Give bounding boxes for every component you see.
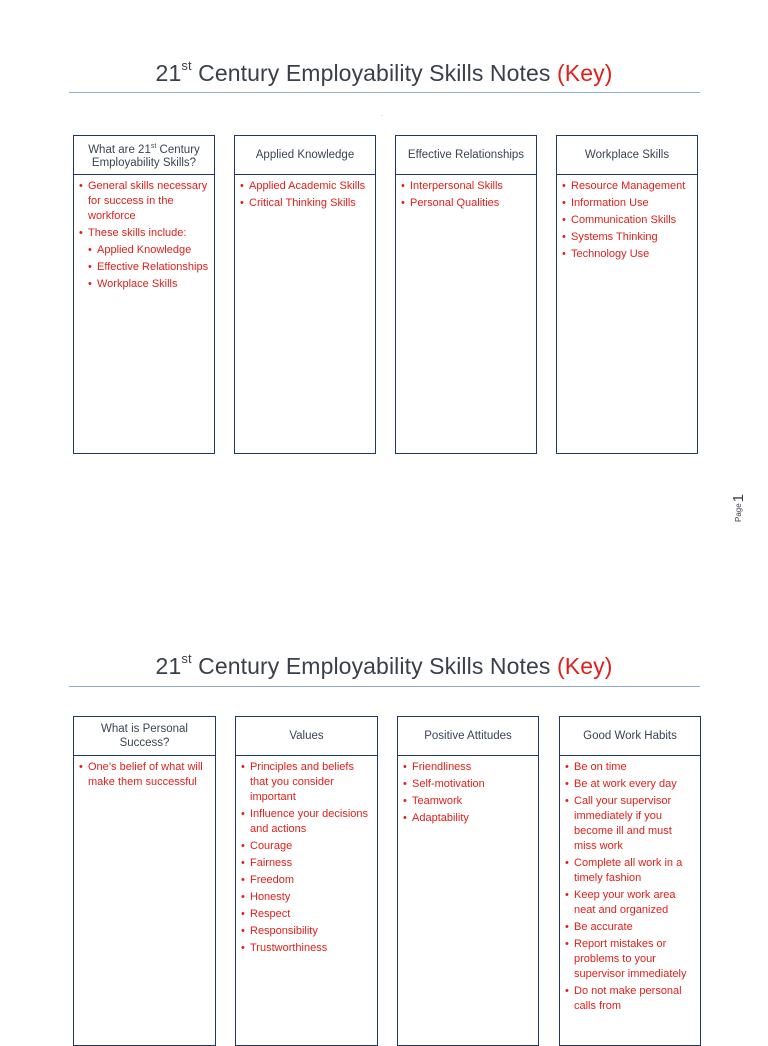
list-item: • Technology Use <box>562 247 692 262</box>
concept-box-effective-relationships <box>395 135 537 454</box>
list-item: • Critical Thinking Skills <box>240 196 370 211</box>
box-heading: Good Work Habits <box>560 717 700 756</box>
bullet-list <box>79 760 210 790</box>
list-item: • Report mistakes or problems to your supervisor immediately <box>565 937 695 982</box>
list-item: • Trustworthiness <box>241 941 372 956</box>
list-item: • Principles and beliefs that you consider important <box>241 760 372 805</box>
list-item: • Keep your work area neat and organized <box>565 888 695 918</box>
concept-box-workplace-skills <box>556 135 698 454</box>
list-item: • Be on time <box>565 760 695 775</box>
box-heading: What are 21st Century Employability Skills? <box>74 136 214 175</box>
list-item: • General skills necessary for success in the workforce <box>79 179 209 224</box>
bullet-list <box>562 179 692 262</box>
list-item: • Resource Management <box>562 179 692 194</box>
box-heading: Applied Knowledge <box>235 136 375 175</box>
list-item: • Honesty <box>241 890 372 905</box>
bullet-list <box>401 179 531 211</box>
box-body <box>557 175 697 453</box>
box-body <box>74 175 214 453</box>
concept-box-21st-skills <box>73 135 215 454</box>
concept-box-good-work-habits <box>559 716 701 1046</box>
list-item: • Be at work every day <box>565 777 695 792</box>
box-heading: Values <box>236 717 377 756</box>
list-item: • Responsibility <box>241 924 372 939</box>
box-body <box>74 756 215 1045</box>
list-item: • Applied Knowledge <box>88 243 209 258</box>
box-heading: Effective Relationships <box>396 136 536 175</box>
list-item: • Courage <box>241 839 372 854</box>
page-number: Page 1 <box>729 493 747 523</box>
box-body <box>398 756 538 1045</box>
list-item: • Respect <box>241 907 372 922</box>
list-item: • Communication Skills <box>562 213 692 228</box>
list-item: • Fairness <box>241 856 372 871</box>
list-item: • Be accurate <box>565 920 695 935</box>
list-item: • Effective Relationships <box>88 260 209 275</box>
bullet-list <box>79 179 209 292</box>
sub-bullet-list <box>88 243 209 292</box>
bullet-list <box>403 760 533 826</box>
list-item: • Adaptability <box>403 811 533 826</box>
box-body <box>236 756 377 1045</box>
page-title: 21st Century Employability Skills Notes (Key) <box>155 651 613 679</box>
bullet-list <box>240 179 370 211</box>
title-divider <box>69 92 700 93</box>
list-item: • Freedom <box>241 873 372 888</box>
list-item: • Systems Thinking <box>562 230 692 245</box>
list-item: • Teamwork <box>403 794 533 809</box>
list-item: • Personal Qualities <box>401 196 531 211</box>
concept-box-values <box>235 716 378 1046</box>
concept-box-applied-knowledge <box>234 135 376 454</box>
list-item: • Call your supervisor immediately if you become ill and must miss work <box>565 794 695 854</box>
page-title: 21st Century Employability Skills Notes (Key) <box>155 58 613 86</box>
box-heading: Positive Attitudes <box>398 717 538 756</box>
box-body <box>235 175 375 453</box>
bullet-list <box>565 760 695 1014</box>
list-item: • These skills include: • Applied Knowledge • Effective Relationships • Workplace Skills <box>79 226 209 292</box>
list-item: • Self-motivation <box>403 777 533 792</box>
list-item: • Information Use <box>562 196 692 211</box>
list-item: • Applied Academic Skills <box>240 179 370 194</box>
list-item: • One’s belief of what will make them successful <box>79 760 210 790</box>
list-item: • Do not make personal calls from <box>565 984 695 1014</box>
bullet-list <box>241 760 372 956</box>
box-body <box>560 756 700 1045</box>
concept-box-positive-attitudes <box>397 716 539 1046</box>
box-heading: Workplace Skills <box>557 136 697 175</box>
list-item: • Influence your decisions and actions <box>241 807 372 837</box>
list-item: • Friendliness <box>403 760 533 775</box>
box-heading: What is Personal Success? <box>74 717 215 756</box>
box-body <box>396 175 536 453</box>
list-item: • Complete all work in a timely fashion <box>565 856 695 886</box>
title-divider <box>69 686 700 687</box>
list-item: • Interpersonal Skills <box>401 179 531 194</box>
stray-dot: . <box>381 112 383 118</box>
list-item: • Workplace Skills <box>88 277 209 292</box>
concept-box-personal-success <box>73 716 216 1046</box>
